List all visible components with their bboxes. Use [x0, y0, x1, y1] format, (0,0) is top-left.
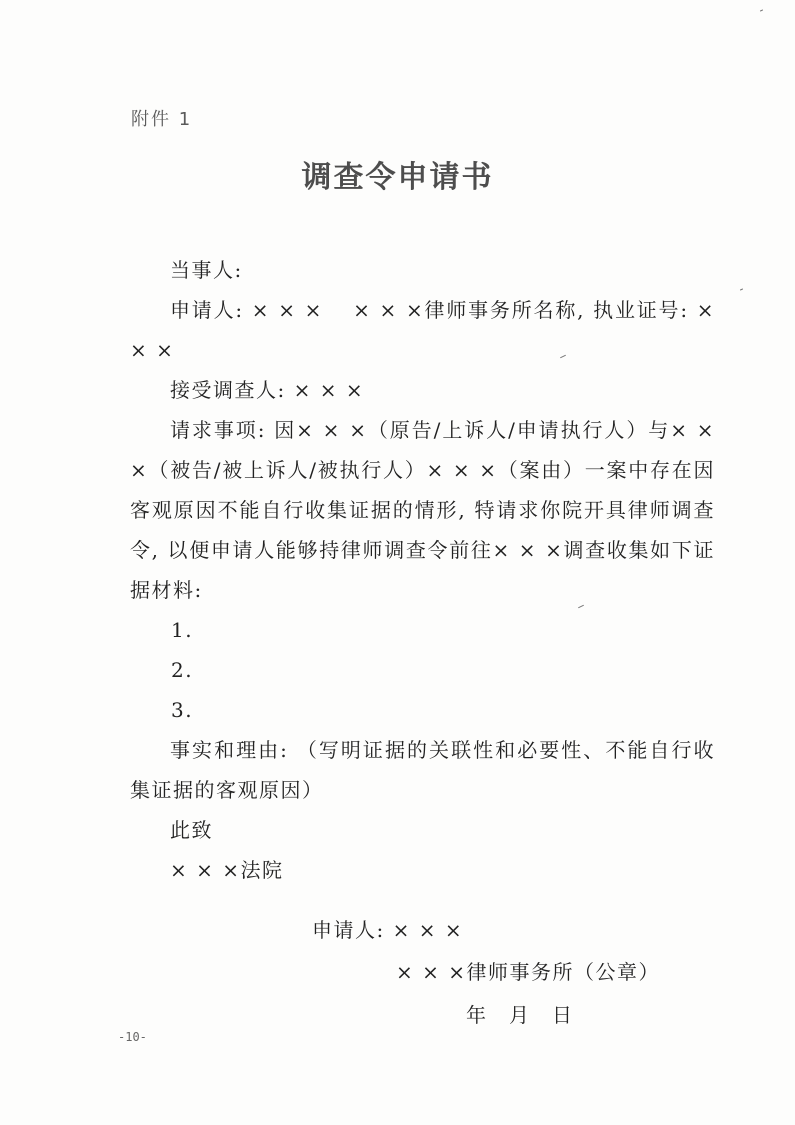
signature-applicant: 申请人: × × ×: [312, 918, 464, 942]
signature-firm: × × ×律师事务所（公章）: [396, 960, 660, 984]
document-title: 调查令申请书: [301, 160, 494, 195]
request-paragraph: 请求事项: 因× × ×（原告/上诉人/申请执行人）与× × ×（被告/被上诉人/被执行人）× × ×（案由）一案中存在因客观原因不能自行收集证据的情形, 特请求你院开具律师调查令, 以便申请人能够持律师调查令前往× × ×调查收集如下证据材料:: [130, 418, 715, 602]
scan-speck: [740, 288, 743, 290]
party-line: 当事人:: [170, 258, 243, 282]
facts-paragraph: 事实和理由: （写明证据的关联性和必要性、不能自行收集证据的客观原因）: [130, 738, 715, 802]
document-body: [130, 250, 715, 890]
evidence-item-2: 2.: [171, 658, 194, 682]
page-number: -10-: [118, 1030, 147, 1044]
scan-speck: [760, 9, 763, 11]
evidence-item-3: 3.: [171, 698, 194, 722]
investigated-party-line: 接受调查人: × × ×: [170, 378, 365, 402]
signature-date: 年 月 日: [466, 1003, 574, 1027]
evidence-item-1: 1.: [171, 618, 194, 642]
annex-label: 附件 1: [131, 109, 193, 130]
applicant-paragraph: 申请人: × × × × × ×律师事务所名称, 执业证号: × × ×: [130, 298, 715, 362]
court-name: × × ×法院: [170, 858, 284, 882]
salutation: 此致: [170, 818, 213, 842]
